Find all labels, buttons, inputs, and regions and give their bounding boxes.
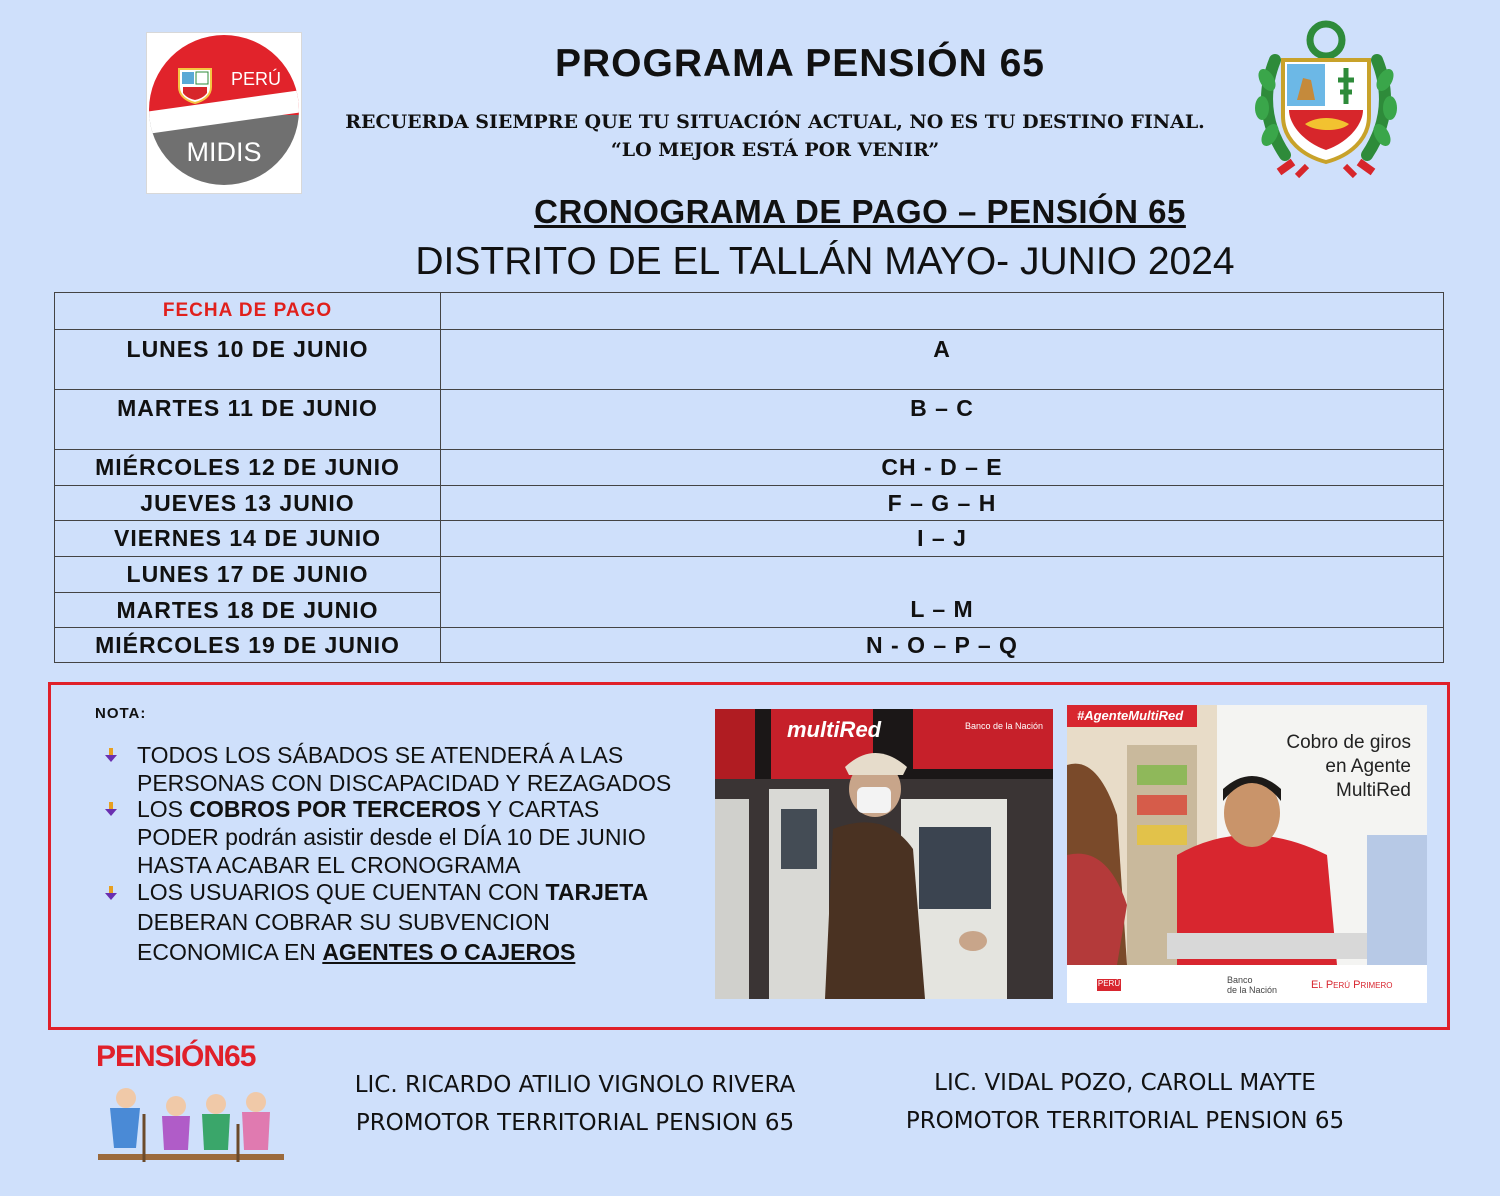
motto-line-2: “LO MEJOR ESTÁ POR VENIR” xyxy=(610,139,940,161)
peru-coat-of-arms-icon xyxy=(1245,20,1407,180)
note-text: DEBERAN COBRAR SU SUBVENCION ECONOMICA EN xyxy=(137,909,550,965)
agent-caption xyxy=(1217,731,1411,803)
signature-2-role: PROMOTOR TERRITORIAL PENSION 65 xyxy=(905,1108,1345,1134)
row-date: LUNES 10 DE JUNIO xyxy=(55,330,441,390)
note-item-third-parties xyxy=(137,795,677,879)
table-row xyxy=(55,390,1444,450)
atm-photo xyxy=(715,709,1053,999)
table-row xyxy=(55,628,1444,663)
note-box xyxy=(48,682,1450,1030)
row-date: MARTES 11 DE JUNIO xyxy=(55,390,441,450)
row-letters: B – C xyxy=(441,390,1444,450)
row-date: JUEVES 13 JUNIO xyxy=(55,486,441,521)
midis-logo xyxy=(146,32,302,194)
row-letters: I – J xyxy=(441,521,1444,557)
atm-bank-label: Banco de la Nación xyxy=(965,721,1044,731)
peru-shield-icon xyxy=(173,65,217,105)
schedule-subtitle xyxy=(430,193,1290,231)
row-date: MIÉRCOLES 19 DE JUNIO xyxy=(55,628,441,663)
row-letters: F – G – H xyxy=(441,486,1444,521)
agent-footer-bank-line: de la Nación xyxy=(1227,985,1278,995)
agent-photo xyxy=(1067,705,1427,1003)
signature-2-name: LIC. VIDAL POZO, CAROLL MAYTE xyxy=(934,1070,1316,1096)
district-heading: DISTRITO DE EL TALLÁN MAYO- JUNIO 2024 xyxy=(415,240,1235,283)
logo-org: MIDIS xyxy=(186,137,262,167)
signature-1-role: PROMOTOR TERRITORIAL PENSION 65 xyxy=(355,1110,795,1136)
agent-caption-line: MultiRed xyxy=(1336,780,1411,801)
table-row xyxy=(55,330,1444,390)
note-item-card-users xyxy=(137,877,677,967)
row-letters: CH - D – E xyxy=(441,450,1444,486)
row-letters: A xyxy=(441,330,1444,390)
note-item-saturdays: TODOS LOS SÁBADOS SE ATENDERÁ A LAS PERSONAS CON DISCAPACIDAD Y REZAGADOS xyxy=(137,742,672,796)
row-date: LUNES 17 DE JUNIO xyxy=(55,557,441,593)
agent-footer-bank xyxy=(1227,975,1277,995)
midis-logo-circle xyxy=(149,35,299,185)
pension65-logo: PENSIÓN65 xyxy=(96,1040,256,1073)
table-row xyxy=(55,521,1444,557)
arrow-down-bullet-icon xyxy=(103,885,119,901)
note-emphasis: COBROS POR TERCEROS xyxy=(189,796,481,822)
table-header-row xyxy=(55,293,1444,330)
schedule-subtitle-text: CRONOGRAMA DE PAGO – PENSIÓN 65 xyxy=(534,193,1186,230)
agent-footer-slogan: El Perú Primero xyxy=(1311,979,1393,991)
agent-footer-peru: PERÚ xyxy=(1097,979,1121,991)
signature-1-name: LIC. RICARDO ATILIO VIGNOLO RIVERA xyxy=(354,1072,796,1098)
motto-line-1: RECUERDA SIEMPRE QUE TU SITUACIÓN ACTUAL, NO ES TU DESTINO FINAL. xyxy=(345,111,1205,133)
payment-schedule-table xyxy=(54,292,1444,663)
agent-footer-bank-line: Banco xyxy=(1227,975,1253,985)
agent-hashtag: #AgenteMultiRed xyxy=(1077,708,1184,723)
table-row xyxy=(55,486,1444,521)
row-date: VIERNES 14 DE JUNIO xyxy=(55,521,441,557)
agent-caption-line: en Agente xyxy=(1325,756,1411,777)
atm-brand: multiRed xyxy=(787,717,882,742)
header-fecha-de-pago: FECHA DE PAGO xyxy=(55,293,441,330)
logo-country: PERÚ xyxy=(231,69,282,89)
page-title: PROGRAMA PENSIÓN 65 xyxy=(555,42,1045,85)
note-label: NOTA: xyxy=(95,705,147,722)
note-text: Y CARTAS PODER podrán asistir desde el DÍA 10 DE JUNIO HASTA ACABAR EL CRONOGRAMA xyxy=(137,796,646,878)
row-date: MARTES 18 DE JUNIO xyxy=(55,593,441,628)
row-date: MIÉRCOLES 12 DE JUNIO xyxy=(55,450,441,486)
agent-caption-line: Cobro de giros xyxy=(1286,732,1411,753)
table-row xyxy=(55,557,1444,593)
note-text: LOS USUARIOS QUE CUENTAN CON xyxy=(137,879,546,905)
arrow-down-bullet-icon xyxy=(103,801,119,817)
row-letters: N - O – P – Q xyxy=(441,628,1444,663)
arrow-down-bullet-icon xyxy=(103,747,119,763)
table-row xyxy=(55,450,1444,486)
row-letters: L – M xyxy=(441,557,1444,628)
note-emphasis: TARJETA xyxy=(545,879,649,905)
elders-illustration xyxy=(98,1084,284,1168)
note-text: LOS xyxy=(137,796,190,822)
note-agents-emphasis: AGENTES O CAJEROS xyxy=(322,939,576,965)
header-letters xyxy=(441,293,1444,330)
